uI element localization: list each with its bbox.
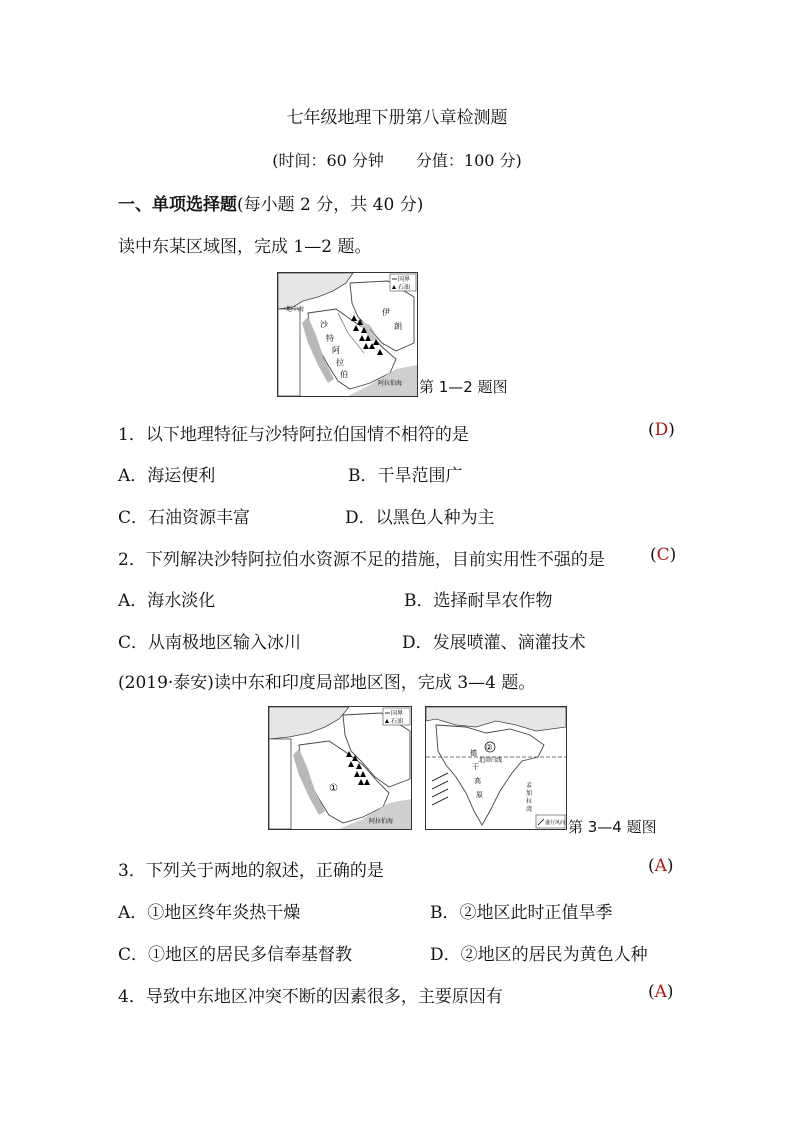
question-3-option-a: A．①地区终年炎热干燥	[118, 903, 301, 923]
bay-char-3: 拉	[526, 798, 533, 805]
bay-char-1: 孟	[526, 782, 533, 789]
question-2-stem: 2．下列解决沙特阿拉伯水资源不足的措施，目前实用性不强的是	[118, 550, 605, 570]
question-1-option-b: B．干旱范围广	[348, 466, 463, 486]
question-2-option-a: A．海水淡化	[118, 591, 216, 611]
question-1-stem: 1．以下地理特征与沙特阿拉伯国情不相符的是	[118, 425, 469, 445]
question-1-option-a: A．海运便利	[118, 466, 216, 486]
page-title: 七年级地理下册第八章检测题	[286, 108, 508, 128]
region-2-label: ②	[485, 743, 493, 752]
tropic-label: 北回归线	[478, 757, 503, 764]
question-3-option-b: B．②地区此时正值旱季	[430, 903, 613, 923]
legend-border-label: 国界	[398, 276, 411, 283]
label-saudi-5: 伯	[340, 370, 348, 379]
map2-caption: 第 3—4 题图	[568, 818, 657, 836]
section-note: (每小题 2 分，共 40 分)	[237, 195, 424, 215]
label-saudi-3: 阿	[332, 346, 340, 355]
region-1-label: ①	[329, 783, 338, 794]
question-3-option-c: C．①地区的居民多信奉基督教	[118, 945, 353, 965]
legend-oil-label-2: 石油	[391, 718, 404, 725]
question-2-option-d: D．发展喷灌、滴灌技术	[402, 633, 586, 653]
bay-char-4: 湾	[526, 806, 533, 813]
exam-info: (时间：60 分钟 分值：100 分)	[272, 151, 522, 170]
question-3-option-d: D．②地区的居民为黄色人种	[430, 945, 648, 965]
legend-border-label-2: 国界	[391, 710, 404, 717]
question-1-answer: (D)	[648, 420, 675, 440]
legend-wind-label: 盛行风向	[545, 820, 566, 826]
label-mediterranean: 地中海	[286, 306, 305, 313]
section-label: 一、单项选择题	[118, 195, 237, 215]
middle-east-map-1	[277, 272, 418, 397]
question-3-stem: 3．下列关于两地的叙述，正确的是	[118, 861, 384, 881]
question-2-option-b: B．选择耐旱农作物	[404, 591, 553, 611]
question-1-option-d: D．以黑色人种为主	[345, 508, 495, 528]
question-1-option-c: C．石油资源丰富	[118, 508, 251, 528]
label-iran-2: 朗	[394, 322, 402, 331]
label-saudi-2: 特	[326, 334, 334, 343]
intro-1-2: 读中东某区域图，完成 1—2 题。	[118, 237, 372, 257]
intro-3-4: (2019·泰安)读中东和印度局部地区图，完成 3—4 题。	[118, 673, 536, 693]
legend-oil-label: 石油	[398, 284, 411, 291]
plateau-char-2: 干	[472, 763, 479, 771]
plateau-char-1: 德	[470, 749, 477, 757]
india-map	[425, 706, 567, 830]
bay-char-2: 加	[526, 790, 533, 797]
label-arabian-sea: 阿拉伯海	[378, 380, 403, 387]
question-2-option-c: C．从南极地区输入冰川	[118, 633, 302, 653]
question-2-answer: (C)	[650, 545, 677, 565]
plateau-char-4: 原	[476, 791, 483, 799]
section-heading	[118, 190, 423, 215]
label-iran-1: 伊	[382, 308, 390, 317]
question-4-answer: (A)	[648, 982, 674, 1002]
plateau-char-3: 高	[474, 777, 481, 785]
map1-caption: 第 1—2 题图	[419, 378, 508, 396]
question-3-answer: (A)	[648, 856, 674, 876]
label-saudi-4: 拉	[336, 358, 344, 367]
label-saudi-1: 沙	[320, 320, 328, 329]
middle-east-map-2	[268, 706, 412, 830]
label-arabian-sea-2: 阿拉伯海	[369, 818, 394, 825]
question-4-stem: 4．导致中东地区冲突不断的因素很多，主要原因有	[118, 987, 503, 1007]
